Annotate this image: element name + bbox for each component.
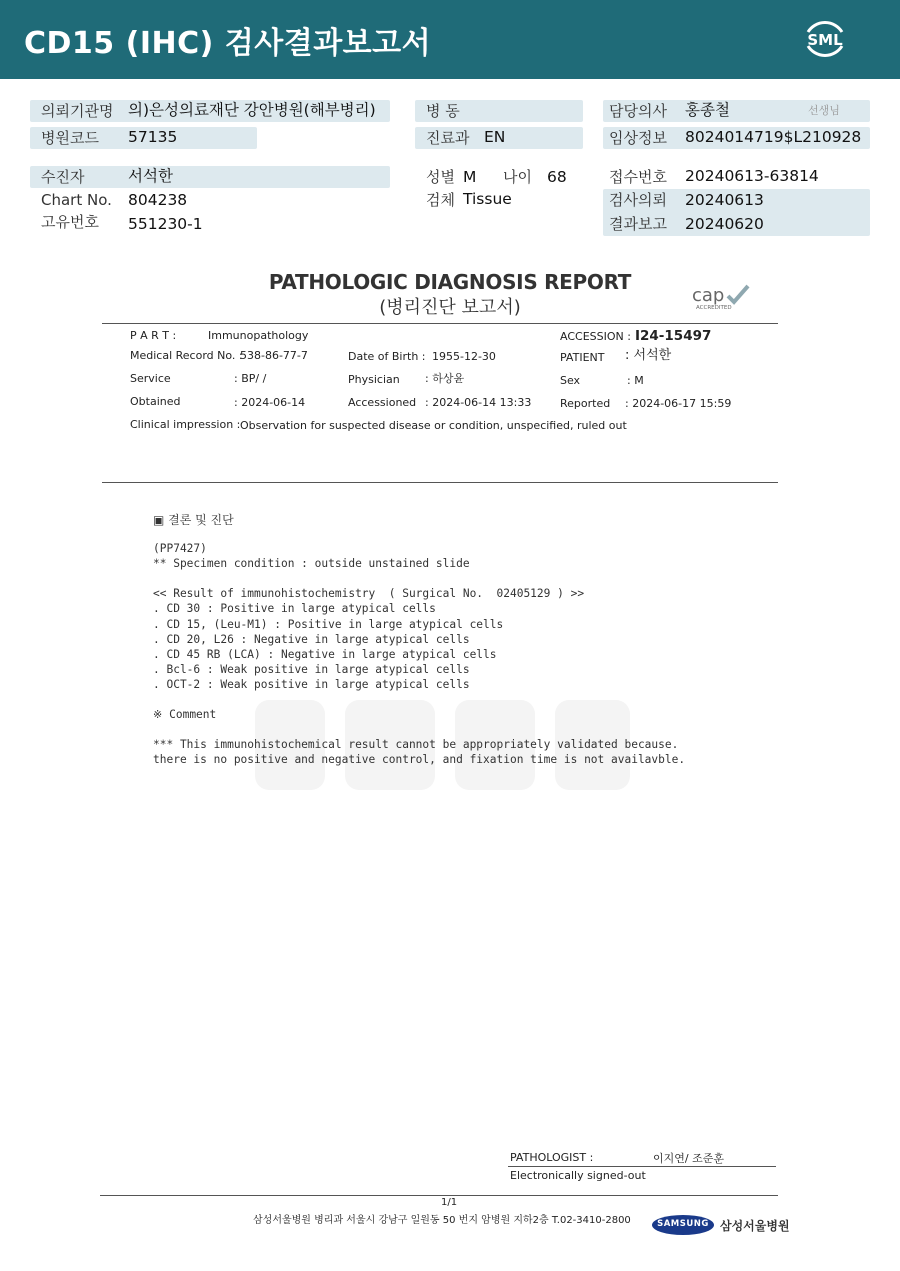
requester-label: 의뢰기관명 [41, 102, 114, 120]
report-sex-value: : M [627, 374, 644, 387]
service-label: Service [130, 372, 171, 385]
page-title: CD15 (IHC) 검사결과보고서 [24, 26, 432, 61]
accessioned-label: Accessioned [348, 396, 417, 409]
receipt-label: 접수번호 [609, 168, 667, 186]
pathologist-label: PATHOLOGIST : [510, 1151, 594, 1164]
doctor-label: 담당의사 [609, 102, 667, 120]
request-date-value: 20240613 [685, 191, 764, 209]
mrn-label: Medical Record No. : [130, 349, 243, 362]
patient-value: 서석한 [128, 167, 173, 185]
specimen-label: 검체 [426, 191, 455, 209]
cap-subtext: ACCREDITED [696, 305, 732, 311]
report-date-value: 20240620 [685, 215, 764, 233]
requester-value: 의)은성의료재단 강안병원(해부병리) [128, 101, 376, 119]
report-sex-label: Sex [560, 374, 581, 387]
diagnosis-line: << Result of immunohistochemistry ( Surgical No. 02405129 ) >> [153, 587, 585, 601]
diagnosis-line: . CD 45 RB (LCA) : Negative in large atypical cells [153, 647, 497, 661]
age-label: 나이 [503, 168, 532, 186]
logo-text: SML [807, 31, 843, 49]
report-date-label: 결과보고 [609, 215, 667, 233]
report-title: PATHOLOGIC DIAGNOSIS REPORT [268, 270, 632, 294]
report-header [0, 0, 900, 79]
sml-logo-icon [800, 14, 850, 64]
hospital-logo-text: 삼성서울병원 [720, 1219, 790, 1233]
doctor-value: 홍종철 [685, 101, 730, 119]
ward-label: 병 동 [426, 102, 460, 120]
dept-label: 진료과 [426, 129, 470, 147]
receipt-value: 20240613-63814 [685, 167, 819, 185]
impression-value: Observation for suspected disease or condition, unspecified, ruled out [240, 419, 627, 432]
reported-value: : 2024-06-17 15:59 [625, 397, 732, 410]
signed-out-text: Electronically signed-out [510, 1169, 646, 1182]
specimen-value: Tissue [463, 190, 512, 208]
clinical-label: 임상정보 [609, 129, 667, 147]
footer-address: 삼성서울병원 병리과 서울시 강남구 일원동 50 번지 암병원 지하2층 T.02-3410-2800 [253, 1215, 631, 1226]
report-mid-divider [102, 482, 778, 483]
dept-value: EN [484, 128, 506, 146]
clinical-value: 8024014719$L210928 [685, 128, 862, 146]
samsung-logo [652, 1215, 714, 1235]
reported-label: Reported [560, 397, 611, 410]
cap-text: cap [692, 285, 725, 306]
diagnosis-line: . Bcl-6 : Weak positive in large atypical cells [153, 662, 470, 676]
report-patient-value: : 서석한 [625, 348, 672, 363]
pathologist-value: 이지연/ 조준훈 [653, 1152, 724, 1165]
part-value: Immunopathology [208, 329, 309, 342]
request-date-label: 검사의뢰 [609, 191, 667, 209]
patient-label: 수진자 [41, 168, 85, 186]
hospital-code-value: 57135 [128, 128, 178, 146]
impression-label: Clinical impression : [130, 418, 241, 431]
doctor-honorific: 선생님 [808, 104, 840, 117]
obtained-value: : 2024-06-14 [234, 396, 306, 409]
diagnosis-line: . CD 15, (Leu-M1) : Positive in large atypical cells [153, 617, 504, 631]
physician-label: Physician [348, 373, 400, 386]
mrn-value: 538-86-77-7 [240, 349, 308, 362]
report-patient-label: PATIENT [560, 351, 605, 364]
part-label: P A R T : [130, 329, 177, 342]
diagnosis-line: (PP7427) [153, 542, 207, 555]
diagnosis-line: . OCT-2 : Weak positive in large atypical cells [153, 677, 470, 691]
cap-accredited-logo [690, 282, 752, 312]
sex-value: M [463, 168, 477, 186]
diagnosis-line: ** Specimen condition : outside unstained slide [153, 557, 470, 571]
report-top-divider [102, 323, 778, 324]
chart-label: Chart No. [41, 191, 112, 209]
service-value: : BP/ / [234, 372, 267, 385]
page-number: 1/1 [441, 1197, 458, 1208]
age-value: 68 [547, 168, 567, 186]
diagnosis-line: there is no positive and negative control, and fixation time is not availavble. [153, 753, 686, 767]
unique-label: 고유번호 [41, 213, 99, 231]
diagnosis-line: . CD 30 : Positive in large atypical cells [153, 602, 436, 616]
pathologist-underline [508, 1166, 776, 1167]
footer-divider [100, 1195, 778, 1196]
hospital-code-label: 병원코드 [41, 129, 99, 147]
samsung-logo-text: SAMSUNG [657, 1219, 709, 1229]
dob-value: 1955-12-30 [432, 350, 496, 363]
dob-label: Date of Birth : [348, 350, 426, 363]
accession-label: ACCESSION : [560, 330, 631, 343]
accessioned-value: : 2024-06-14 13:33 [425, 396, 532, 409]
diagnosis-heading: ▣ 결론 및 진단 [153, 513, 234, 527]
report-subtitle: (병리진단 보고서) [379, 297, 521, 318]
physician-value: : 하상윤 [425, 372, 465, 385]
diagnosis-line: . CD 20, L26 : Negative in large atypical cells [153, 632, 470, 646]
sex-label: 성별 [426, 168, 455, 186]
accession-value: I24-15497 [635, 328, 712, 344]
diagnosis-line: ※ Comment [153, 708, 217, 722]
unique-value: 551230-1 [128, 215, 203, 233]
diagnosis-line: *** This immunohistochemical result cannot be appropriately validated because. [153, 738, 679, 752]
chart-value: 804238 [128, 191, 188, 209]
obtained-label: Obtained [130, 395, 181, 408]
